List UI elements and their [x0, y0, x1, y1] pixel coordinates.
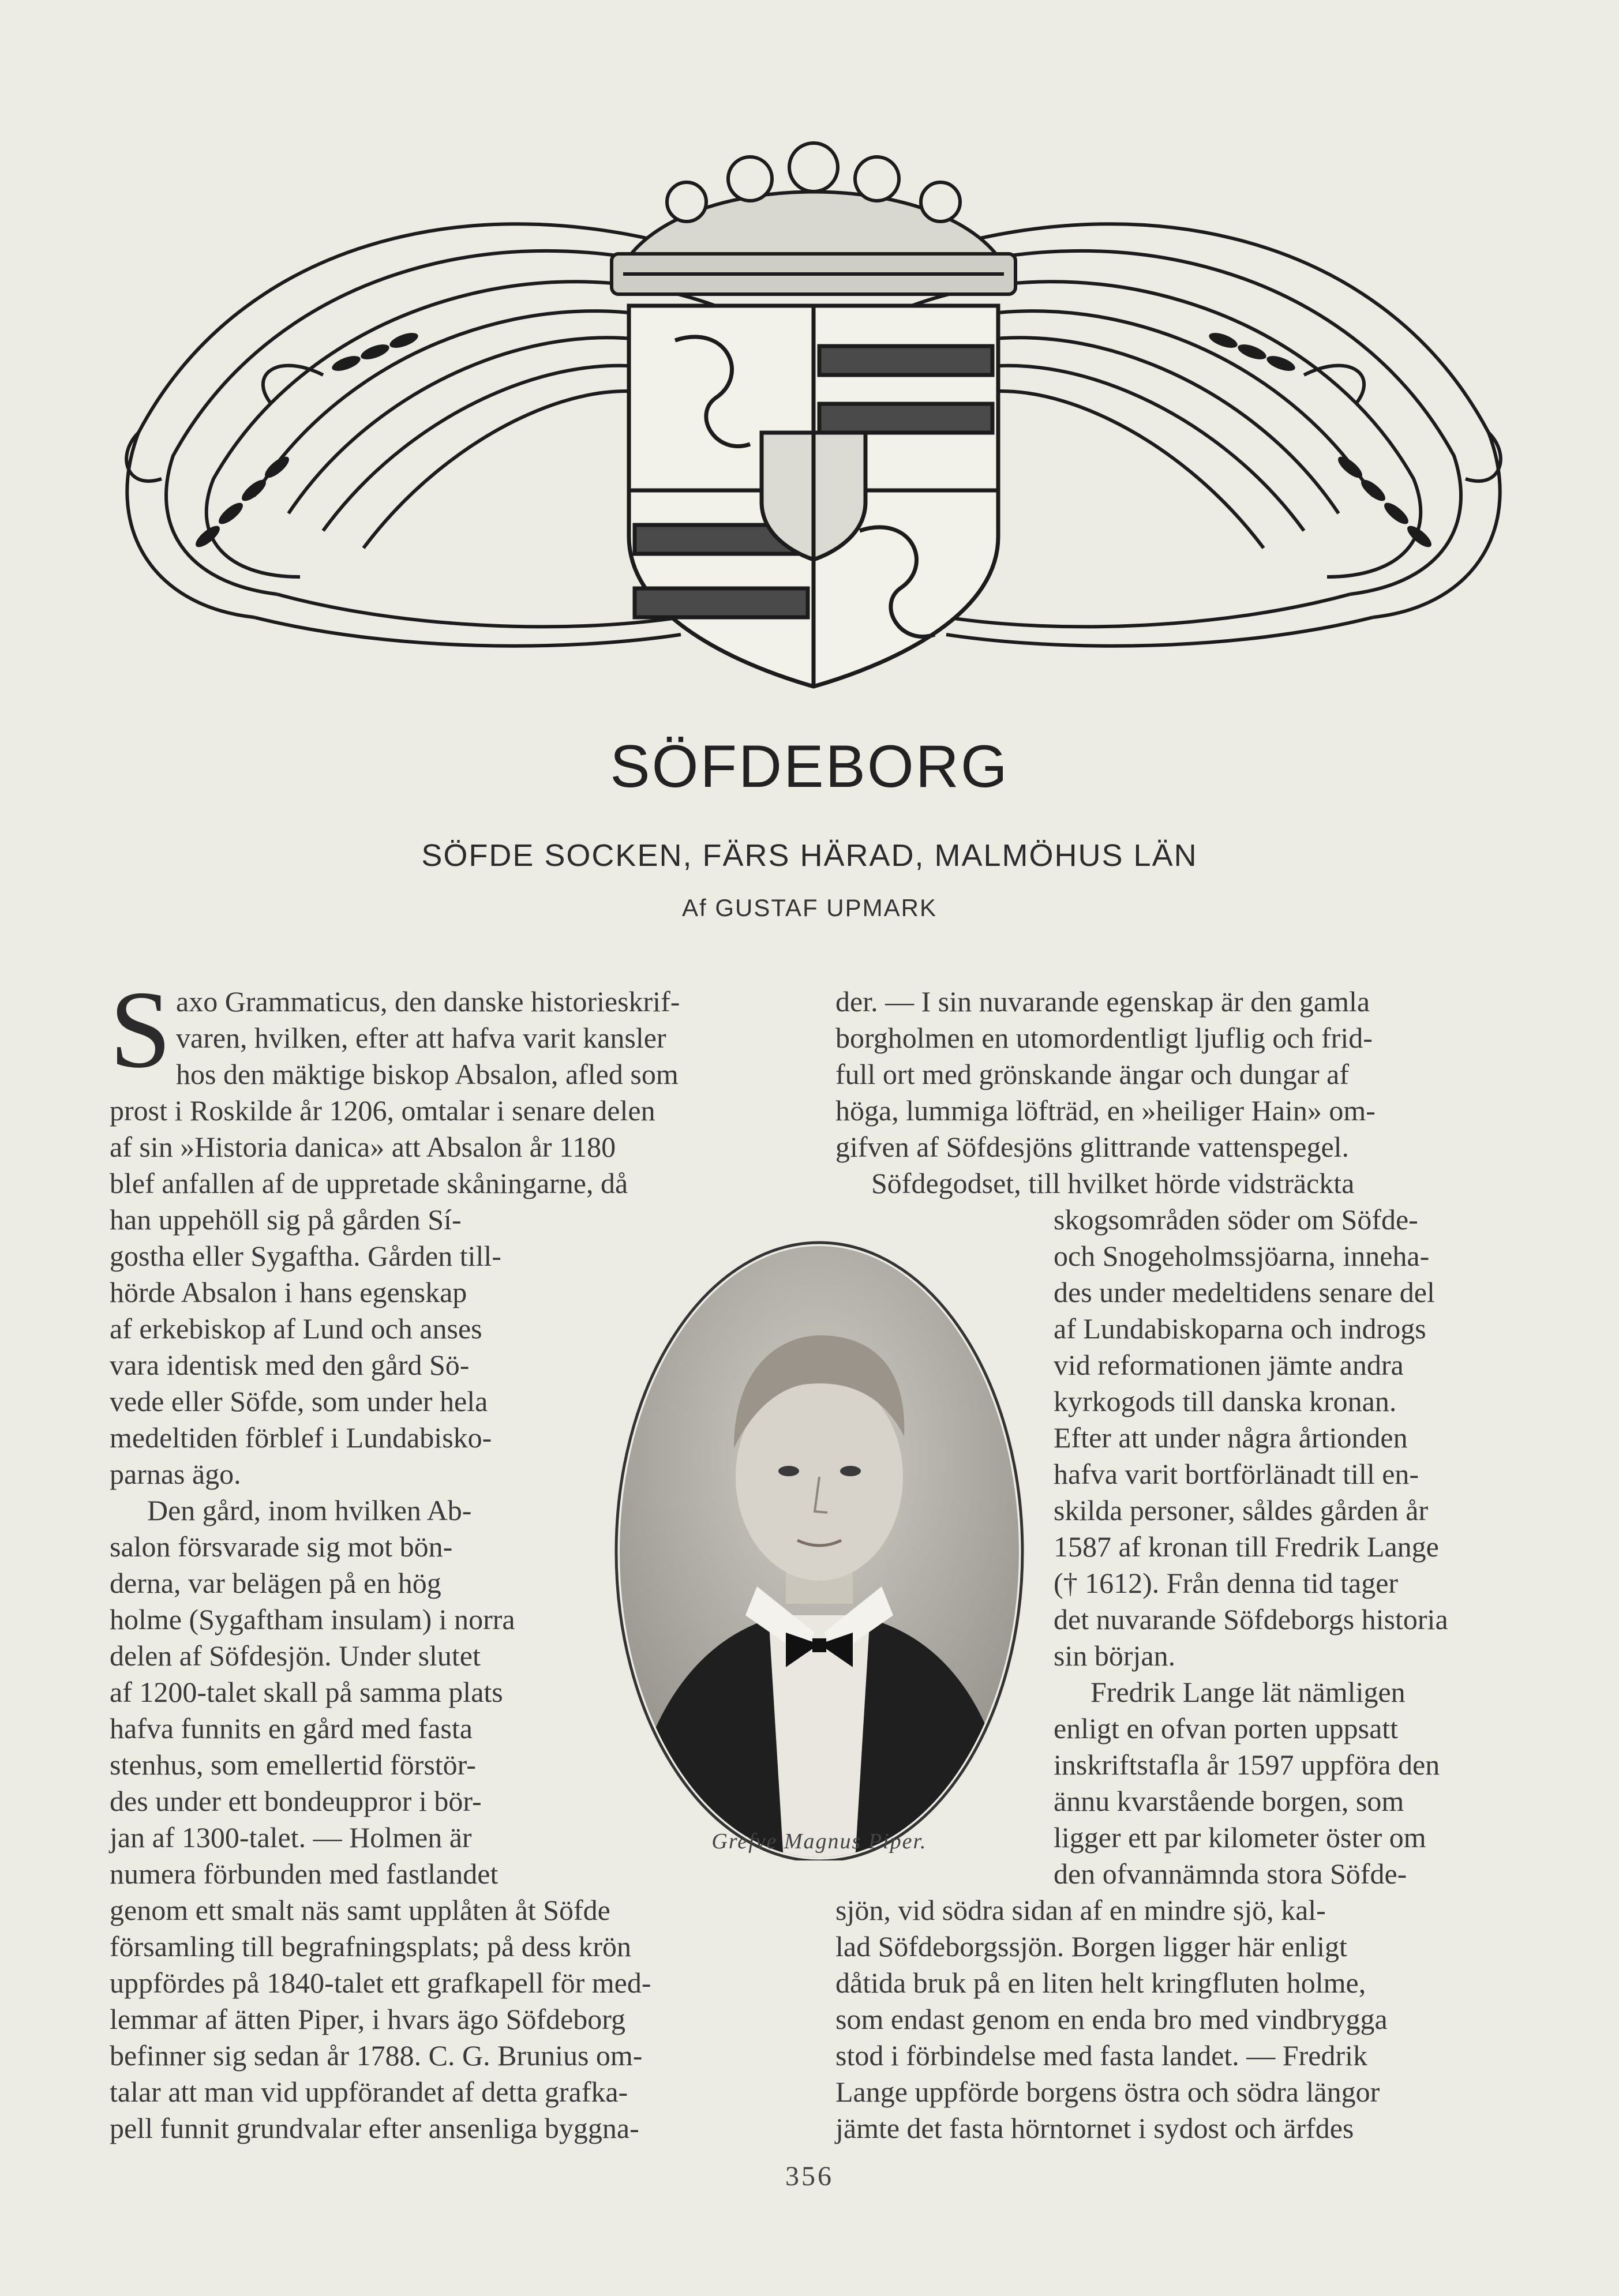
portrait-photo	[613, 1240, 1026, 1860]
text-line: blef anfallen af de uppretade skåningarne, då	[110, 1167, 628, 1199]
text-line: lemmar af ätten Piper, i hvars ägo Söfdeborg	[110, 2003, 626, 2035]
text-line: af sin »Historia danica» att Absalon år 1180	[110, 1131, 616, 1163]
author-name: GUSTAF UPMARK	[715, 894, 937, 921]
text-line: Söfdegodset, till hvilket hörde vidsträckta	[871, 1167, 1355, 1199]
text-line: inskriftstafla år 1597 uppföra den	[1054, 1749, 1440, 1781]
text-line: det nuvarande Söfdeborgs historia	[1054, 1603, 1448, 1635]
text-line: genom ett smalt näs samt upplåten åt Söfde	[110, 1894, 610, 1926]
text-line: medeltiden förblef i Lundabisko-	[110, 1421, 492, 1454]
text-line: derna, var belägen på en hög	[110, 1567, 441, 1599]
text-line: des under ett bondeuppror i bör-	[110, 1785, 482, 1817]
author-prefix: Af	[682, 894, 707, 921]
text-line: stenhus, som emellertid förstör-	[110, 1749, 476, 1781]
text-line: († 1612). Från denna tid tager	[1054, 1567, 1399, 1599]
text-line: skogsområden söder om Söfde-	[1054, 1203, 1418, 1236]
text-line: jämte det fasta hörntornet i sydost och ärfdes	[835, 2112, 1354, 2144]
text-line: hörde Absalon i hans egenskap	[110, 1276, 467, 1308]
text-line: axo Grammaticus, den danske historieskrif-	[176, 985, 680, 1018]
text-line: af Lundabiskoparna och indrogs	[1054, 1312, 1426, 1345]
text-line: numera förbunden med fastlandet	[110, 1858, 499, 1890]
text-line: pell funnit grundvalar efter ansenliga byggna-	[110, 2112, 639, 2144]
text-line: hafva funnits en gård med fasta	[110, 1712, 473, 1744]
text-line: borgholmen en utomordentligt ljuflig och frid-	[835, 1022, 1373, 1054]
text-line: enligt en ofvan porten uppsatt	[1054, 1712, 1399, 1744]
text-line: ligger ett par kilometer öster om	[1054, 1821, 1426, 1854]
drop-cap: S	[110, 968, 171, 1091]
text-line: gifven af Söfdesjöns glittrande vattenspegel.	[835, 1131, 1350, 1163]
text-line: som endast genom en enda bro med vindbrygga	[835, 2003, 1388, 2035]
text-line: kyrkogods till danska kronan.	[1054, 1385, 1397, 1417]
text-line: salon försvarade sig mot bön-	[110, 1530, 453, 1563]
text-line: dåtida bruk på en liten helt kringfluten holme,	[835, 1967, 1366, 1999]
text-line: holme (Sygaftham insulam) i norra	[110, 1603, 515, 1635]
text-line: jan af 1300-talet. — Holmen är	[110, 1821, 472, 1854]
text-line: vara identisk med den gård Sö-	[110, 1349, 470, 1381]
text-line: vid reformationen jämte andra	[1054, 1349, 1404, 1381]
text-line: stod i förbindelse med fasta landet. — Fredrik	[835, 2039, 1367, 2072]
coat-of-arms-illustration	[104, 133, 1523, 710]
article-subtitle: SÖFDE SOCKEN, FÄRS HÄRAD, MALMÖHUS LÄN	[421, 838, 1198, 873]
text-line: varen, hvilken, efter att hafva varit kansler	[176, 1022, 666, 1054]
text-line: Den gård, inom hvilken Ab-	[147, 1494, 472, 1526]
text-line: delen af Söfdesjön. Under slutet	[110, 1640, 481, 1672]
text-line: talar att man vid uppförandet af detta grafka-	[110, 2076, 628, 2108]
portrait-caption: Grefve Magnus Piper.	[711, 1829, 927, 1854]
text-line: han uppehöll sig på gården Sí-	[110, 1203, 462, 1236]
text-line: den ofvannämnda stora Söfde-	[1054, 1858, 1407, 1890]
text-line: och Snogeholmssjöarna, inneha-	[1054, 1240, 1430, 1272]
text-line: hos den mäktige biskop Absalon, afled som	[176, 1058, 679, 1090]
text-line: gostha eller Sygaftha. Gården till-	[110, 1240, 501, 1272]
text-line: Lange uppförde borgens östra och södra längor	[835, 2076, 1380, 2108]
text-line: skilda personer, såldes gården år	[1054, 1494, 1429, 1526]
article-title: SÖFDEBORG	[610, 733, 1009, 800]
text-line: der. — I sin nuvarande egenskap är den gamla	[835, 985, 1370, 1018]
text-line: lad Söfdeborgssjön. Borgen ligger här enligt	[835, 1930, 1347, 1963]
text-line: full ort med grönskande ängar och dungar af	[835, 1058, 1349, 1090]
text-line: församling till begrafningsplats; på dess krön	[110, 1930, 632, 1963]
text-line: uppfördes på 1840-talet ett grafkapell för med-	[110, 1967, 651, 1999]
text-line: af 1200-talet skall på samma plats	[110, 1676, 503, 1708]
text-line: Fredrik Lange lät nämligen	[1090, 1676, 1406, 1708]
page-number: 356	[785, 2161, 834, 2192]
text-line: sjön, vid södra sidan af en mindre sjö, kal-	[835, 1894, 1326, 1926]
text-line: 1587 af kronan till Fredrik Lange	[1054, 1530, 1439, 1563]
text-line: prost i Roskilde år 1206, omtalar i senare delen	[110, 1094, 655, 1127]
text-line: hafva varit bortförlänadt till en-	[1054, 1458, 1419, 1490]
text-line: ännu kvarstående borgen, som	[1054, 1785, 1404, 1817]
text-line: des under medeltidens senare del	[1054, 1276, 1435, 1308]
text-line: af erkebiskop af Lund och anses	[110, 1312, 482, 1345]
text-line: höga, lummiga löfträd, en »heiliger Hain» om-	[835, 1094, 1376, 1127]
text-line: vede eller Söfde, som under hela	[110, 1385, 488, 1417]
text-line: Efter att under några årtionden	[1054, 1421, 1408, 1454]
article-author	[0, 894, 1619, 922]
text-line: befinner sig sedan år 1788. C. G. Brunius om-	[110, 2039, 643, 2072]
text-line: parnas ägo.	[110, 1458, 241, 1490]
text-line: sin början.	[1054, 1640, 1176, 1672]
